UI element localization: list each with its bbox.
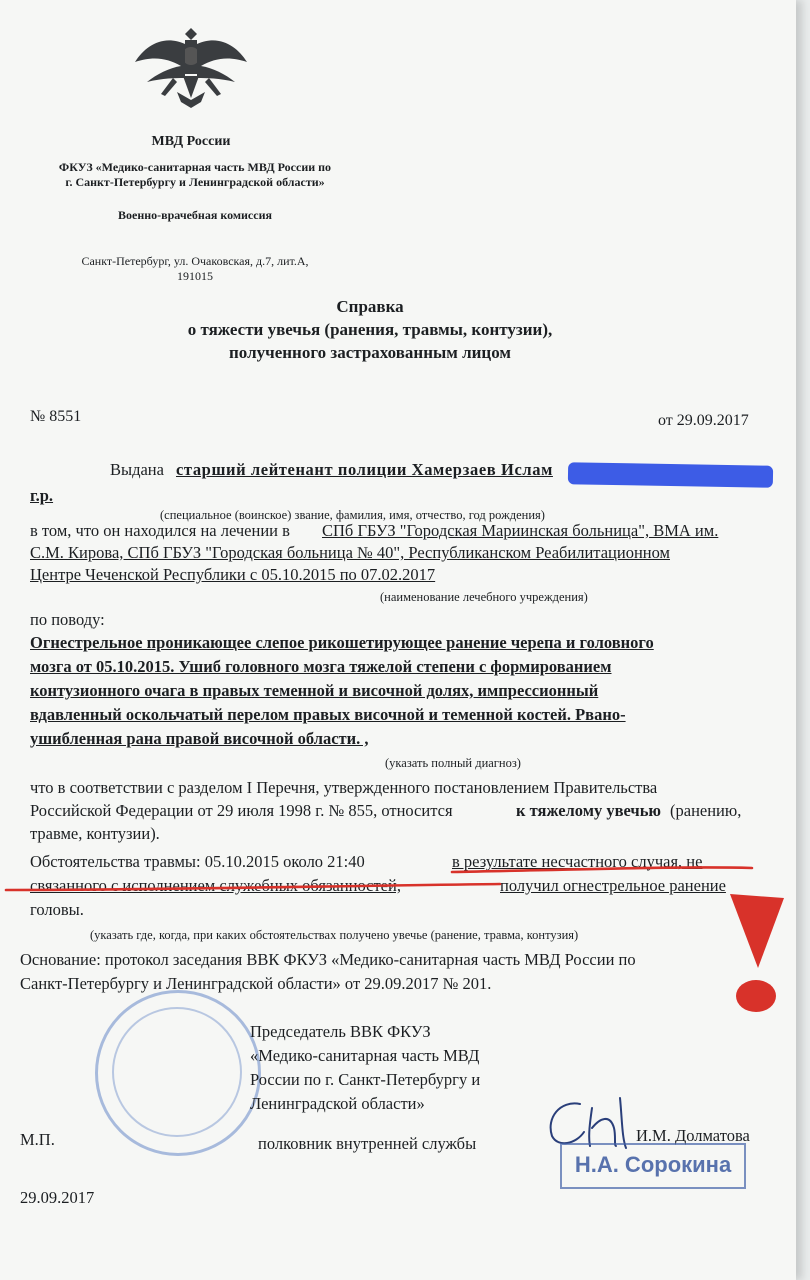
name-stamp: Н.А. Сорокина — [560, 1143, 746, 1189]
conclusion-line-2c: (ранению, — [670, 801, 742, 820]
circumstances-caption: (указать где, когда, при каких обстоятельствах получено увечье (ранение, травма, контузия) — [90, 928, 579, 942]
treatment-line-2: С.М. Кирова, СПб ГБУЗ "Городская больница № 40", Республиканском Реабилитационном — [30, 543, 670, 562]
diagnosis-caption: (указать полный диагноз) — [385, 756, 521, 770]
address-line-1: Санкт-Петербург, ул. Очаковская, д.7, лит.А, — [81, 254, 309, 268]
signature-date: 29.09.2017 — [20, 1188, 95, 1207]
diagnosis-line-3: контузионного очага в правых теменной и височной долях, импрессионный — [30, 681, 599, 700]
doc-number: № 8551 — [30, 408, 82, 425]
doc-subtitle-2: полученного застрахованным лицом — [229, 343, 511, 362]
doc-title: Справка — [336, 297, 404, 316]
organization-line-2: г. Санкт-Петербургу и Ленинградской области» — [65, 175, 325, 189]
diagnosis-line-2: мозга от 05.10.2015. Ушиб головного мозга тяжелой степени с формированием — [30, 657, 612, 676]
address-line-2: 191015 — [177, 269, 213, 283]
doc-date: от 29.09.2017 — [658, 412, 749, 429]
treatment-line-3: Центре Чеченской Республики с 05.10.2015 по 07.02.2017 — [30, 565, 436, 584]
organization-line-1: ФКУЗ «Медико-санитарная часть МВД России по — [58, 160, 332, 174]
circumstances-line-2b: получил огнестрельное ранение — [500, 876, 726, 895]
commission-name: Военно-врачебная комиссия — [117, 208, 272, 222]
circumstances-line-1b: в результате несчастного случая, не — [452, 852, 703, 871]
signer-title-2: «Медико-санитарная часть МВД — [250, 1046, 480, 1065]
mp-mark: М.П. — [20, 1130, 55, 1149]
diagnosis-line-5: ушибленная рана правой височной области. , — [30, 729, 369, 748]
recipient-name: старший лейтенант полиции Хамерзаев Ислам — [176, 460, 553, 479]
signer-name: И.М. Долматова — [636, 1126, 750, 1145]
conclusion-line-3: травме, контузии). — [30, 824, 160, 843]
signer-rank: полковник внутренней службы — [258, 1134, 477, 1153]
circumstances-line-3: головы. — [30, 900, 84, 919]
exclamation-mark-icon — [718, 888, 792, 1018]
circumstances-line-2a: связанного с исполнением служебных обязанностей, — [30, 876, 401, 895]
ministry-name: МВД России — [151, 134, 231, 149]
signer-title-4: Ленинградской области» — [250, 1094, 425, 1113]
official-round-stamp — [95, 990, 261, 1156]
recipient-caption: (специальное (воинское) звание, фамилия, имя, отчество, год рождения) — [160, 508, 545, 522]
basis-line-2: Санкт-Петербургу и Ленинградской области» от 29.09.2017 № 201. — [20, 974, 492, 993]
diagnosis-line-1: Огнестрельное проникающее слепое рикошетирующее ранение черепа и головного — [30, 633, 654, 652]
treatment-line-1: СПб ГБУЗ "Городская Мариинская больница", ВМА им. — [322, 521, 719, 540]
circumstances-line-1a: Обстоятельства травмы: 05.10.2015 около 21:40 — [30, 852, 365, 871]
diagnosis-line-4: вдавленный оскольчатый перелом правых височной и теменной костей. Рвано- — [30, 705, 626, 724]
conclusion-line-2a: Российской Федерации от 29 июля 1998 г. № 855, относится — [30, 801, 453, 820]
redaction-mark — [568, 462, 773, 488]
conclusion-line-1: что в соответствии с разделом I Перечня, утвержденного постановлением Правительства — [30, 778, 658, 797]
basis-line-1: Основание: протокол заседания ВВК ФКУЗ «Медико-санитарная часть МВД России по — [20, 950, 636, 969]
signer-title-1: Председатель ВВК ФКУЗ — [250, 1022, 431, 1041]
treatment-caption: (наименование лечебного учреждения) — [380, 590, 588, 604]
recipient-suffix: г.р. — [30, 486, 54, 505]
red-underline-annotation — [0, 840, 796, 920]
signer-title-3: России по г. Санкт-Петербургу и — [250, 1070, 481, 1089]
diagnosis-prefix: по поводу: — [30, 610, 105, 629]
treatment-prefix: в том, что он находился на лечении в — [30, 521, 290, 540]
issued-prefix: Выдана — [110, 460, 164, 479]
conclusion-severity: к тяжелому увечью — [516, 801, 662, 820]
mvd-eagle-emblem-icon — [133, 20, 249, 116]
doc-subtitle-1: о тяжести увечья (ранения, травмы, контузии), — [187, 320, 553, 339]
